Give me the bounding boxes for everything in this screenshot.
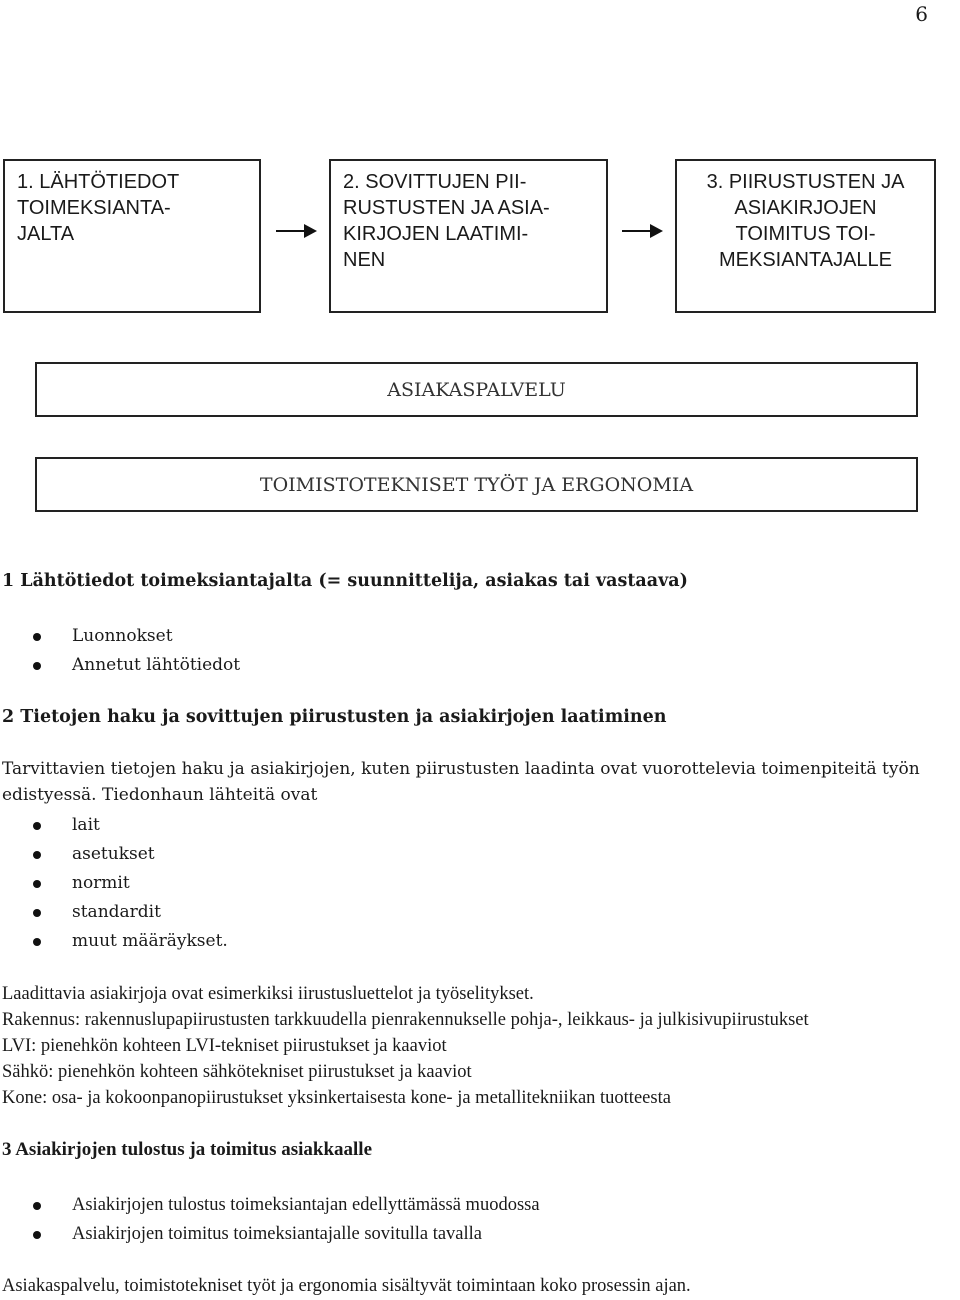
flow-box-line: 1. LÄHTÖTIEDOT: [17, 171, 180, 193]
section2-paragraph-line: edistyessä. Tiedonhaun lähteitä ovat: [2, 785, 318, 805]
toimistotekniset-label: TOIMISTOTEKNISET TYÖT JA ERGONOMIA: [259, 473, 694, 496]
flow-box-line: NEN: [343, 249, 386, 271]
document-examples-line: LVI: pienehkön kohteen LVI-tekniset piirustukset ja kaaviot: [2, 1036, 447, 1056]
section2-list: [2, 811, 228, 956]
flow-box-laatiminen: [329, 159, 608, 313]
document-examples-line: Rakennus: rakennuslupapiirustusten tarkkuudella pienrakennukselle pohja-, leikkaus- ja julkisivupiirustukset: [2, 1010, 809, 1030]
flow-arrow-2: [620, 222, 664, 240]
page-number: 6: [915, 2, 928, 26]
flow-box-line: MEKSIANTAJALLE: [718, 249, 893, 271]
list-item: Asiakirjojen toimitus toimeksiantajalle sovitulla tavalla: [2, 1220, 540, 1249]
list-item: Luonnokset: [2, 622, 240, 651]
section1-heading: 1 Lähtötiedot toimeksiantajalta (= suunnittelija, asiakas tai vastaava): [2, 571, 688, 591]
section2-paragraph-line: Tarvittavien tietojen haku ja asiakirjojen, kuten piirustusten laadinta ovat vuorottelevia toimenpiteitä työn: [2, 759, 920, 779]
flow-box-line: TOIMEKSIANTA-: [17, 197, 171, 219]
section3-heading: 3 Asiakirjojen tulostus ja toimitus asiakkaalle: [2, 1139, 373, 1160]
asiakaspalvelu-label: ASIAKASPALVELU: [387, 378, 566, 401]
flow-box-lahtotiedot: [3, 159, 261, 313]
flow-box-line: KIRJOJEN LAATIMI-: [343, 223, 529, 245]
list-item: Asiakirjojen tulostus toimeksiantajan edellyttämässä muodossa: [2, 1191, 540, 1220]
flow-box-line: TOIMITUS TOI-: [735, 223, 876, 245]
section2-heading: 2 Tietojen haku ja sovittujen piirustusten ja asiakirjojen laatiminen: [2, 707, 667, 727]
asiakaspalvelu-bar: [35, 362, 918, 417]
flow-box-line: 2. SOVITTUJEN PII-: [343, 171, 527, 193]
section3-list: [2, 1191, 540, 1249]
flow-box-line: 3. PIIRUSTUSTEN JA: [706, 171, 905, 193]
document-examples-line: Sähkö: pienehkön kohteen sähkötekniset piirustukset ja kaaviot: [2, 1062, 472, 1082]
document-examples-line: Kone: osa- ja kokoonpanopiirustukset yksinkertaisesta kone- ja metallitekniikan tuotteesta: [2, 1088, 671, 1108]
list-item: muut määräykset.: [2, 927, 228, 956]
list-item: Annetut lähtötiedot: [2, 651, 240, 680]
list-item: normit: [2, 869, 228, 898]
toimistotekniset-bar: [35, 457, 918, 512]
flow-arrow-1: [274, 222, 318, 240]
list-item: asetukset: [2, 840, 228, 869]
document-examples-line: Laadittavia asiakirjoja ovat esimerkiksi iirustusluettelot ja työselitykset.: [2, 984, 534, 1004]
section1-list: [2, 622, 240, 680]
list-item: standardit: [2, 898, 228, 927]
flow-box-line: RUSTUSTEN JA ASIA-: [343, 197, 550, 219]
list-item: lait: [2, 811, 228, 840]
flow-box-line: ASIAKIRJOJEN: [734, 197, 877, 219]
flow-box-line: JALTA: [17, 223, 75, 245]
footer-note: Asiakaspalvelu, toimistotekniset työt ja ergonomia sisältyvät toimintaan koko prosessin ajan.: [2, 1276, 691, 1296]
flow-box-toimitus: [675, 159, 936, 313]
